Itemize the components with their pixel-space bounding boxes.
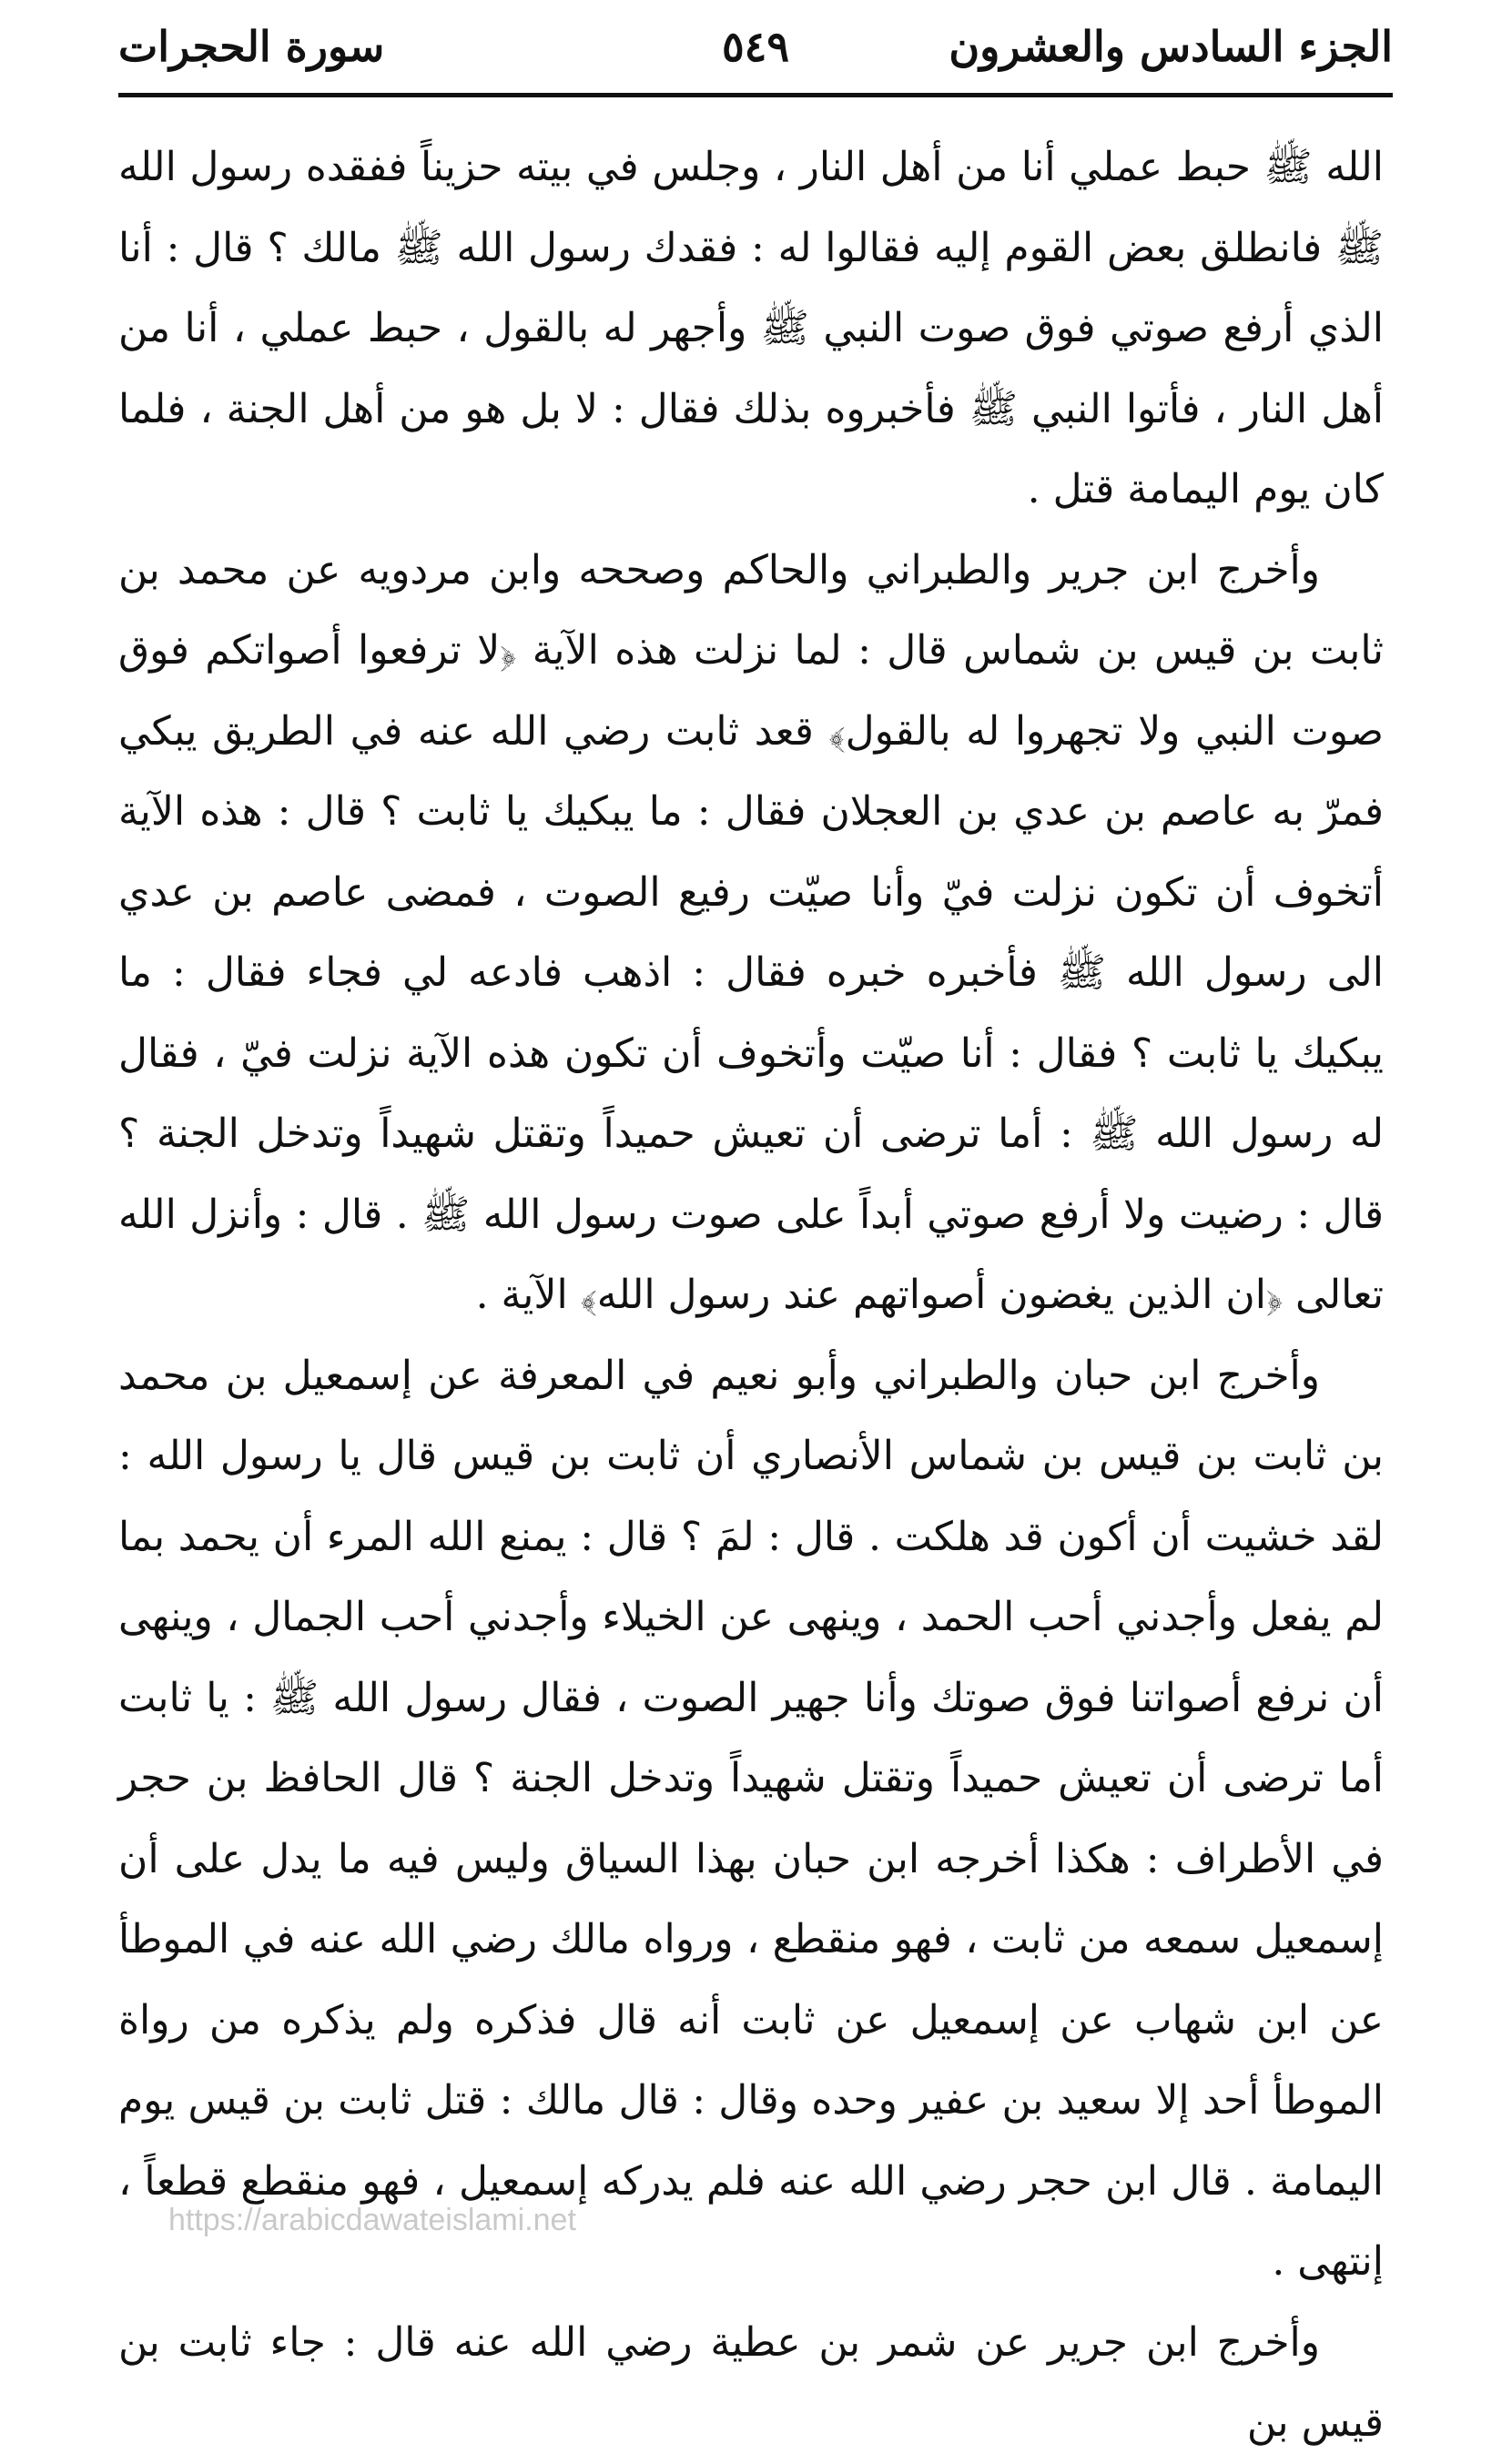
paragraph-1: الله ﷺ حبط عملي أنا من أهل النار ، وجلس في بيته حزيناً ففقده رسول الله ﷺ فانطلق بعض القوم إليه فقالوا له : فقدك رسول الله ﷺ مالك ؟ قال : أنا الذي أرفع صوتي فوق صوت النبي ﷺ وأجهر له بالقول ، حبط عملي ، أنا من أهل النار ، فأتوا النبي ﷺ فأخبروه بذلك فقال : لا بل هو من أهل الجنة ، فلما كان يوم اليمامة قتل . xyxy=(118,144,1384,512)
juz-title: الجزء السادس والعشرون xyxy=(949,22,1393,71)
body-text xyxy=(118,127,1384,2464)
paragraph-3: وأخرج ابن حبان والطبراني وأبو نعيم في المعرفة عن إسمعيل بن محمد بن ثابت بن قيس بن شماس الأنصاري أن ثابت بن قيس قال يا رسول الله : لقد خشيت أن أكون قد هلكت . قال : لمَ ؟ قال : يمنع الله المرء أن يحمد بما لم يفعل وأجدني أحب الحمد ، وينهى عن الخيلاء وأجدني أحب الجمال ، وينهى أن نرفع أصواتنا فوق صوتك وأنا جهير الصوت ، فقال رسول الله ﷺ : يا ثابت أما ترضى أن تعيش حميداً وتقتل شهيداً وتدخل الجنة ؟ قال الحافظ بن حجر في الأطراف : هكذا أخرجه ابن حبان بهذا السياق وليس فيه ما يدل على أن إسمعيل سمعه من ثابت ، فهو منقطع ، ورواه مالك رضي الله عنه في الموطأ عن ابن شهاب عن إسمعيل عن ثابت أنه قال فذكره ولم يذكره من رواة الموطأ أحد إلا سعيد بن عفير وحده وقال : قال مالك : قتل ثابت بن قيس يوم اليمامة . قال ابن حجر رضي الله عنه فلم يدركه إسمعيل ، فهو منقطع قطعاً ، إنتهى . xyxy=(118,1352,1384,2285)
paragraph-2: وأخرج ابن جرير والطبراني والحاكم وصححه وابن مردويه عن محمد بن ثابت بن قيس بن شماس قال : لما نزلت هذه الآية ﴿لا ترفعوا أصواتكم فوق صوت النبي ولا تجهروا له بالقول﴾ قعد ثابت رضي الله عنه في الطريق يبكي فمرّ به عاصم بن عدي بن العجلان فقال : ما يبكيك يا ثابت ؟ قال : هذه الآية أتخوف أن تكون نزلت فيّ وأنا صيّت رفيع الصوت ، فمضى عاصم بن عدي الى رسول الله ﷺ فأخبره خبره فقال : اذهب فادعه لي فجاء فقال : ما يبكيك يا ثابت ؟ فقال : أنا صيّت وأتخوف أن تكون هذه الآية نزلت فيّ ، فقال له رسول الله ﷺ : أما ترضى أن تعيش حميداً وتقتل شهيداً وتدخل الجنة ؟ قال : رضيت ولا أرفع صوتي أبداً على صوت رسول الله ﷺ . قال : وأنزل الله تعالى ﴿ان الذين يغضون أصواتهم عند رسول الله﴾ الآية . xyxy=(118,546,1384,1318)
page-number: ٥٤٩ xyxy=(721,22,790,71)
watermark-url: https://arabicdawateislami.net xyxy=(168,2203,576,2237)
running-header xyxy=(118,15,1393,78)
header-rule xyxy=(118,93,1393,97)
paragraph-4: وأخرج ابن جرير عن شمر بن عطية رضي الله عنه قال : جاء ثابت بن قيس بن xyxy=(118,2318,1384,2446)
surah-title: سورة الحجرات xyxy=(118,22,385,71)
